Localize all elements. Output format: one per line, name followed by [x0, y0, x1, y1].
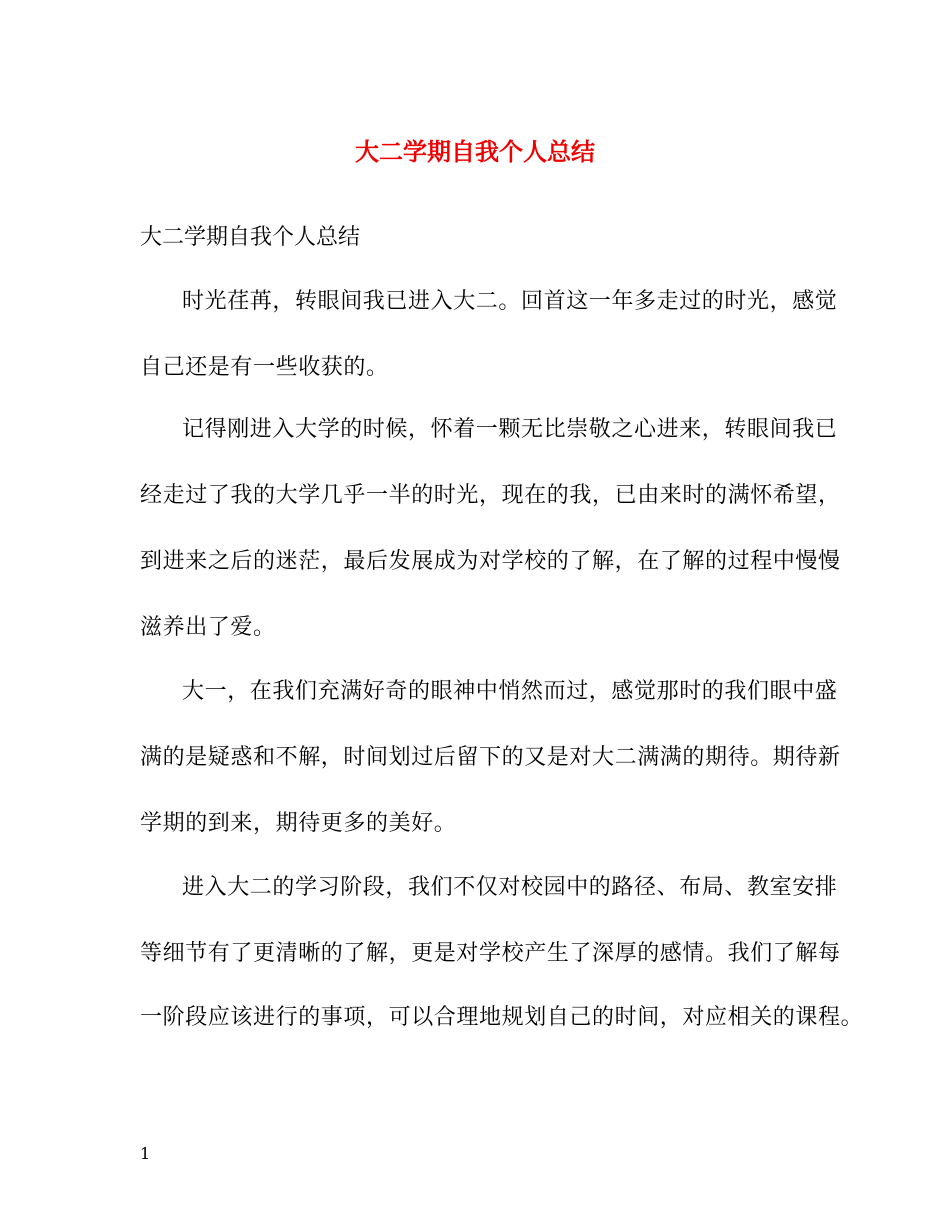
paragraph-line: 记得刚进入大学的时候，怀着一颗无比崇敬之心进来，转眼间我已 — [182, 417, 838, 442]
paragraph-line: 到进来之后的迷茫，最后发展成为对学校的了解，在了解的过程中慢慢 — [140, 549, 841, 574]
paragraph-line: 大一，在我们充满好奇的眼神中悄然而过，感觉那时的我们眼中盛 — [182, 679, 838, 704]
paragraph-line: 进入大二的学习阶段，我们不仅对校园中的路径、布局、教室安排 — [182, 875, 838, 900]
document-subtitle: 大二学期自我个人总结 — [140, 225, 361, 250]
document-title: 大二学期自我个人总结 — [355, 137, 595, 166]
paragraph-line: 满的是疑惑和不解，时间划过后留下的又是对大二满满的期待。期待新 — [140, 745, 841, 770]
paragraph-line: 滋养出了爱。 — [140, 615, 276, 640]
paragraph-line: 时光荏苒，转眼间我已进入大二。回首这一年多走过的时光，感觉 — [182, 289, 838, 314]
paragraph-line: 一阶段应该进行的事项，可以合理地规划自己的时间，对应相关的课程。 — [140, 1005, 864, 1030]
page-number: 1 — [140, 1144, 151, 1163]
paragraph-line: 自己还是有一些收获的。 — [140, 355, 389, 380]
paragraph-line: 学期的到来，期待更多的美好。 — [140, 811, 457, 836]
paragraph-line: 等细节有了更清晰的了解，更是对学校产生了深厚的感情。我们了解每 — [140, 941, 841, 966]
paragraph-line: 经走过了我的大学几乎一半的时光，现在的我，已由来时的满怀希望， — [140, 483, 841, 508]
